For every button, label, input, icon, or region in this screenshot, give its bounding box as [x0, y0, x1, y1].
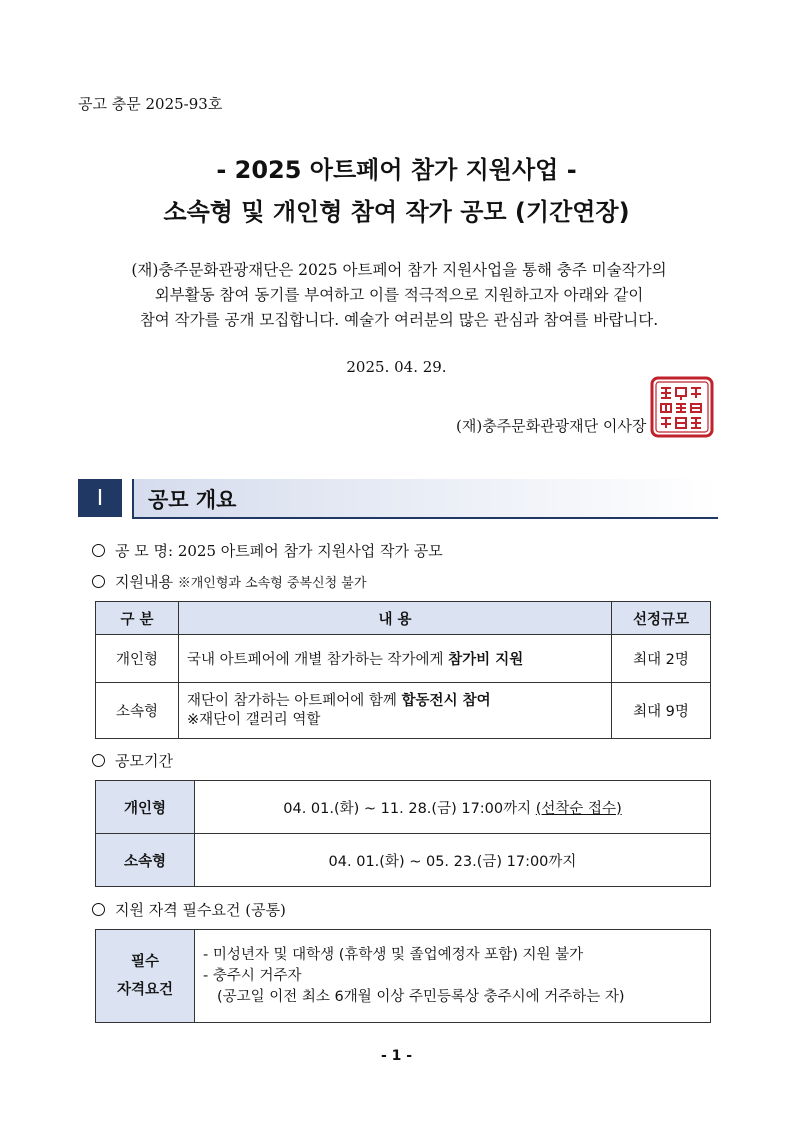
table-header: 구 분: [96, 602, 179, 635]
content-text: 국내 아트페어에 개별 참가하는 작가에게: [187, 652, 449, 668]
item-text: 공 모 명: 2025 아트페어 참가 지원사업 작가 공모: [115, 542, 443, 560]
intro-paragraph: [74, 258, 724, 333]
period-extra: (선착순 접수): [535, 800, 622, 817]
requirement-line: - 미성년자 및 대학생 (휴학생 및 졸업예정자 포함) 지원 불가: [203, 946, 584, 963]
row-scale: 최대 2명: [612, 635, 711, 683]
intro-line: 외부활동 참여 동기를 부여하고 이를 적극적으로 지원하고자 아래와 같이: [154, 286, 644, 304]
eligibility-content: [195, 930, 711, 1023]
notice-date: 2025. 04. 29.: [346, 358, 447, 376]
period-text: 04. 01.(화) ~ 11. 28.(금) 17:00까지: [283, 800, 536, 817]
period-table: [95, 780, 711, 887]
intro-line: (재)충주문화관광재단은 2025 아트페어 참가 지원사업을 통해 충주 미술작가의: [131, 261, 667, 279]
item-support: [92, 571, 366, 592]
circle-bullet-icon: [92, 575, 105, 588]
row-type: 소속형: [96, 834, 195, 887]
row-content: [179, 683, 612, 739]
circle-bullet-icon: [92, 544, 105, 557]
official-seal-icon: [650, 376, 714, 438]
item-period: [92, 750, 173, 771]
table-header: 선정규모: [612, 602, 711, 635]
content-note: ※재단이 갤러리 역할: [187, 711, 321, 728]
section-title: 공모 개요: [148, 488, 237, 512]
eligibility-table: [95, 929, 711, 1023]
row-period: 04. 01.(화) ~ 05. 23.(금) 17:00까지: [195, 834, 711, 887]
eligibility-label: [96, 930, 195, 1023]
notice-number: 공고 충문 2025-93호: [78, 95, 223, 113]
table-row: [96, 930, 711, 1023]
table-row: [96, 834, 711, 887]
support-table: [95, 601, 711, 739]
page-title-line1: - 2025 아트페어 참가 지원사업 -: [216, 156, 577, 184]
item-text: 공모기간: [115, 752, 173, 770]
organization-name: (재)충주문화관광재단 이사장: [456, 417, 647, 435]
table-header-row: [96, 602, 711, 635]
row-type: 개인형: [96, 781, 195, 834]
circle-bullet-icon: [92, 754, 105, 767]
label-line: 필수: [130, 954, 159, 970]
table-row: [96, 683, 711, 739]
circle-bullet-icon: [92, 903, 105, 916]
content-text: 재단이 참가하는 아트페어에 함께: [187, 692, 402, 709]
item-eligibility: [92, 899, 286, 920]
intro-line: 참여 작가를 공개 모집합니다. 예술가 여러분의 많은 관심과 참여를 바랍니다.: [139, 311, 659, 329]
section-number: Ⅰ: [78, 479, 122, 517]
table-row: [96, 635, 711, 683]
support-note: ※개인형과 소속형 중복신청 불가: [177, 576, 367, 591]
label-line: 자격요건: [116, 982, 174, 998]
table-header: 내 용: [179, 602, 612, 635]
page-number: - 1 -: [380, 1048, 413, 1064]
requirement-line: - 충주시 거주자: [203, 967, 302, 984]
table-row: [96, 781, 711, 834]
item-contest-name: [92, 540, 443, 561]
section-header-underline: [132, 517, 718, 519]
content-bold: 참가비 지원: [448, 652, 524, 668]
row-period: [195, 781, 711, 834]
page-title-line2: 소속형 및 개인형 참여 작가 공모 (기간연장): [163, 198, 630, 226]
row-type: 개인형: [96, 635, 179, 683]
requirement-line: (공고일 이전 최소 6개월 이상 주민등록상 충주시에 거주하는 자): [217, 988, 625, 1005]
row-scale: 최대 9명: [612, 683, 711, 739]
row-type: 소속형: [96, 683, 179, 739]
row-content: [179, 635, 612, 683]
item-text: 지원내용: [115, 573, 173, 591]
content-bold: 합동전시 참여: [401, 692, 491, 709]
item-text: 지원 자격 필수요건 (공통): [115, 901, 286, 919]
